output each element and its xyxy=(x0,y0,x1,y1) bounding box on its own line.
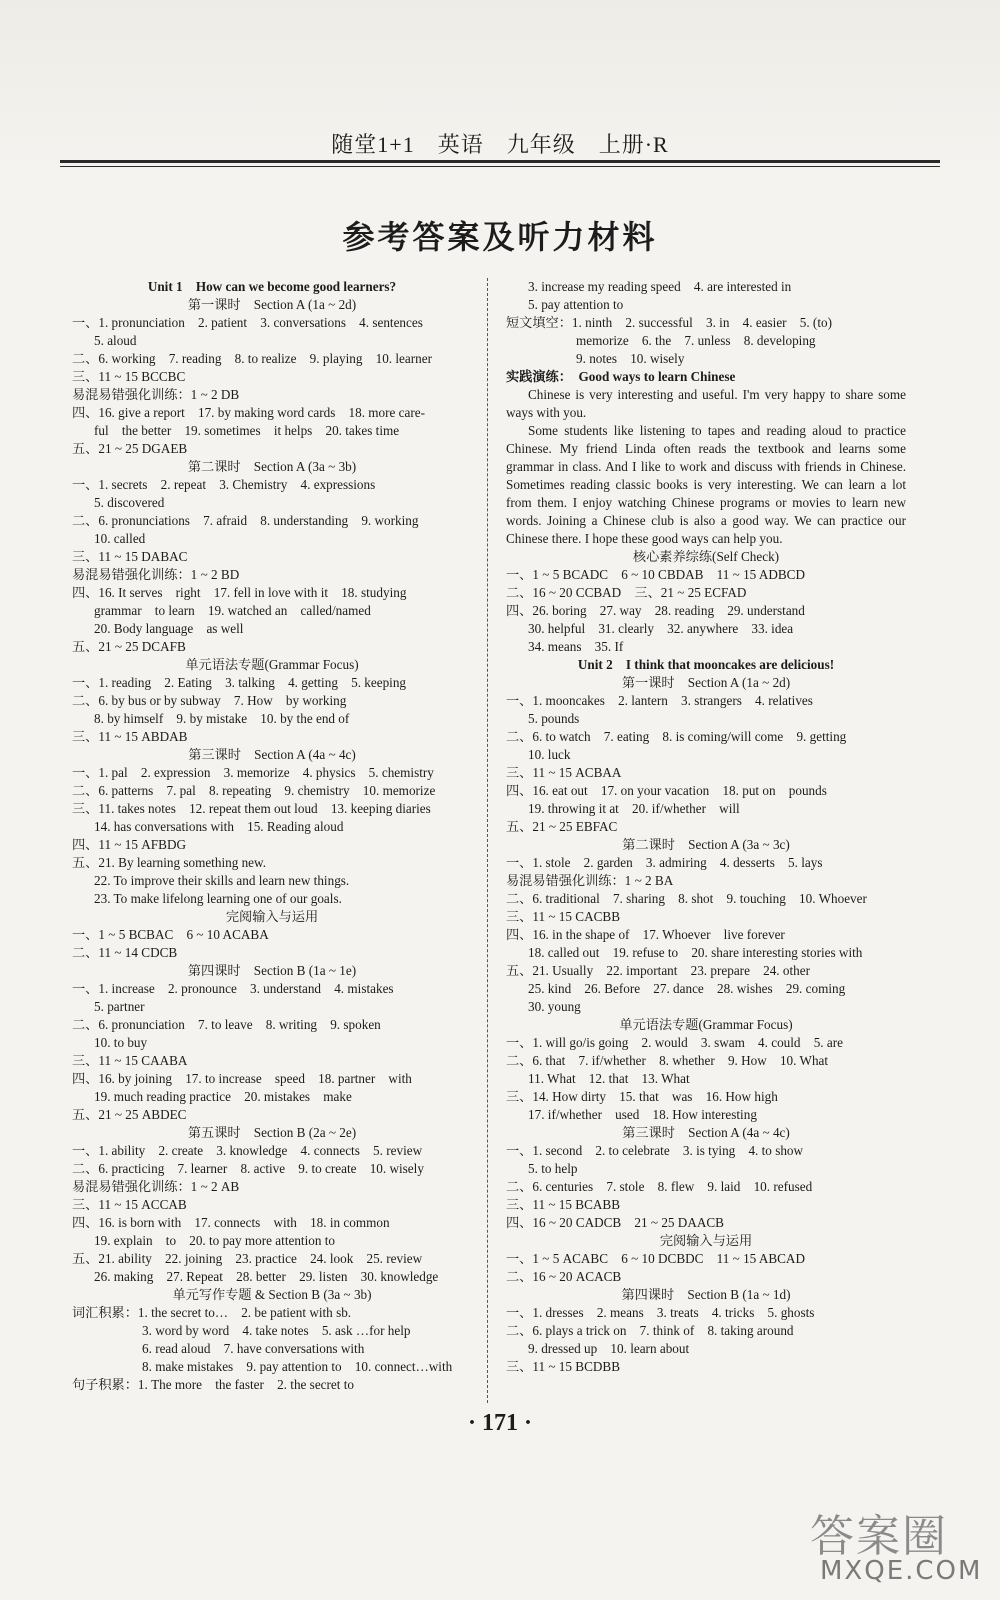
answer-line: 5. discovered xyxy=(94,495,165,510)
answer-line: 五、21. ability 22. joining 23. practice 24. look 25. review xyxy=(72,1251,423,1266)
answer-line: 二、6. practicing 7. learner 8. active 9. to create 10. wisely xyxy=(72,1161,424,1176)
answer-line: 30. young xyxy=(528,999,581,1014)
answer-line: ful the better 19. sometimes it helps 20. takes time xyxy=(94,423,400,438)
lesson-heading: 完阅输入与运用 xyxy=(225,909,319,924)
lesson-heading: 单元语法专题(Grammar Focus) xyxy=(185,657,359,672)
book-title: 随堂1+1 英语 九年级 上册·R xyxy=(331,132,669,157)
answer-line: 二、6. pronunciation 7. to leave 8. writing 9. spoken xyxy=(72,1017,381,1032)
answer-line: 三、11 ~ 15 CACBB xyxy=(506,909,620,924)
lesson-heading: 第二课时 Section A (3a ~ 3c) xyxy=(622,837,790,852)
answer-line: 10. called xyxy=(94,531,146,546)
answer-line: 三、11 ~ 15 ABDAB xyxy=(72,729,188,744)
answer-line: 二、6. centuries 7. stole 8. flew 9. laid 10. refused xyxy=(506,1179,813,1194)
essay-heading: 实践演练： Good ways to learn Chinese xyxy=(506,369,736,384)
answer-line: 5. pay attention to xyxy=(528,297,624,312)
answer-line: 26. making 27. Repeat 28. better 29. listen 30. knowledge xyxy=(94,1269,439,1284)
answer-line: 三、11 ~ 15 ACBAA xyxy=(506,765,622,780)
lesson-heading: 完阅输入与运用 xyxy=(659,1233,753,1248)
answer-line: 9. dressed up 10. learn about xyxy=(528,1341,690,1356)
answer-line: 四、16 ~ 20 CADCB 21 ~ 25 DAACB xyxy=(506,1215,724,1230)
model-essay xyxy=(506,386,906,548)
answer-line: 一、1 ~ 5 ACABC 6 ~ 10 DCBDC 11 ~ 15 ABCAD xyxy=(506,1251,805,1266)
answer-line: 五、21 ~ 25 DGAEB xyxy=(72,441,188,456)
answer-line: 22. To improve their skills and learn new things. xyxy=(94,873,350,888)
answer-line: 三、14. How dirty 15. that was 16. How high xyxy=(506,1089,778,1104)
answer-line: 一、1. second 2. to celebrate 3. is tying 4. to show xyxy=(506,1143,804,1158)
lesson-heading: 第一课时 Section A (1a ~ 2d) xyxy=(187,297,357,312)
answer-line: 二、11 ~ 14 CDCB xyxy=(72,945,178,960)
lesson-heading: 第三课时 Section A (4a ~ 4c) xyxy=(622,1125,790,1140)
lesson-heading: 单元写作专题 & Section B (3a ~ 3b) xyxy=(172,1287,372,1302)
lesson-heading: 第五课时 Section B (2a ~ 2e) xyxy=(187,1125,357,1140)
unit-heading: Unit 2 I think that mooncakes are delicious! xyxy=(577,657,835,672)
answer-line: 三、11 ~ 15 ACCAB xyxy=(72,1197,187,1212)
answer-line: 四、16. by joining 17. to increase speed 18. partner with xyxy=(72,1071,412,1086)
answer-line: 5. partner xyxy=(94,999,145,1014)
page-header xyxy=(0,0,1000,175)
right-column xyxy=(506,278,906,1376)
answer-line: 四、16. It serves right 17. fell in love with it 18. studying xyxy=(72,585,407,600)
lesson-heading: 第三课时 Section A (4a ~ 4c) xyxy=(188,747,356,762)
answer-line: 三、11 ~ 15 CAABA xyxy=(72,1053,188,1068)
answer-line: 一、1. ability 2. create 3. knowledge 4. connects 5. review xyxy=(72,1143,423,1158)
answer-line: 易混易错强化训练：1 ~ 2 AB xyxy=(72,1179,240,1194)
answer-line: 三、11 ~ 15 BCDBB xyxy=(506,1359,620,1374)
answer-line: 五、21 ~ 25 ABDEC xyxy=(72,1107,187,1122)
unit-heading: Unit 1 How can we become good learners? xyxy=(147,279,397,294)
essay-paragraph: Chinese is very interesting and useful. I'm very happy to share some ways with you. xyxy=(506,387,906,420)
answer-line: memorize 6. the 7. unless 8. developing xyxy=(576,333,816,348)
answer-line: 9. notes 10. wisely xyxy=(576,351,685,366)
answer-line: 5. pounds xyxy=(528,711,580,726)
answer-line: 词汇积累：1. the secret to… 2. be patient with sb. xyxy=(72,1305,352,1320)
header-rule xyxy=(60,160,940,163)
answer-line: 二、6. to watch 7. eating 8. is coming/will come 9. getting xyxy=(506,729,847,744)
answer-line: 10. luck xyxy=(528,747,571,762)
answer-line: 19. much reading practice 20. mistakes make xyxy=(94,1089,352,1104)
answer-line: 3. word by word 4. take notes 5. ask …for help xyxy=(142,1323,411,1338)
answer-line: 易混易错强化训练：1 ~ 2 BA xyxy=(506,873,674,888)
header-rule-thin xyxy=(60,166,940,167)
answer-line: 二、6. traditional 7. sharing 8. shot 9. touching 10. Whoever xyxy=(506,891,867,906)
answer-line: 19. throwing it at 20. if/whether will xyxy=(528,801,740,816)
answer-line: 二、16 ~ 20 ACACB xyxy=(506,1269,622,1284)
answer-line: 二、6. patterns 7. pal 8. repeating 9. chemistry 10. memorize xyxy=(72,783,436,798)
answer-line: 6. read aloud 7. have conversations with xyxy=(142,1341,365,1356)
lesson-heading: 第四课时 Section B (1a ~ 1e) xyxy=(187,963,357,978)
answer-line: 三、11 ~ 15 BCCBC xyxy=(72,369,186,384)
watermark-logo xyxy=(810,1500,990,1590)
answer-line: 一、1. increase 2. pronounce 3. understand 4. mistakes xyxy=(72,981,394,996)
answer-line: 一、1. stole 2. garden 3. admiring 4. desserts 5. lays xyxy=(506,855,823,870)
answer-line: 25. kind 26. Before 27. dance 28. wishes 29. coming xyxy=(528,981,846,996)
answer-line: 5. to help xyxy=(528,1161,578,1176)
answer-line: 一、1. pal 2. expression 3. memorize 4. physics 5. chemistry xyxy=(72,765,434,780)
essay-paragraph: Some students like listening to tapes and reading aloud to practice Chinese. My friend Linda often reads the textbook and learns some grammar in class. And I like to work and discuss with friends in Chinese. Sometimes reading classic books is very interesting. We can learn a lot from them. I enjoy watching Chinese programs or movies to learn new words. Joining a Chinese club is also a good way. We can practice our Chinese there. I hope these good ways can help you. xyxy=(506,423,906,546)
answer-line: 一、1. will go/is going 2. would 3. swam 4. could 5. are xyxy=(506,1035,843,1050)
answer-line: 二、6. pronunciations 7. afraid 8. understanding 9. working xyxy=(72,513,419,528)
lesson-heading: 第二课时 Section A (3a ~ 3b) xyxy=(187,459,357,474)
answer-line: 五、21 ~ 25 DCAFB xyxy=(72,639,186,654)
answer-line: 3. increase my reading speed 4. are interested in xyxy=(528,279,792,294)
lesson-heading: 第一课时 Section A (1a ~ 2d) xyxy=(621,675,791,690)
answer-line: 三、11 ~ 15 DABAC xyxy=(72,549,188,564)
answer-line: grammar to learn 19. watched an called/named xyxy=(94,603,371,618)
answer-line: 一、1 ~ 5 BCBAC 6 ~ 10 ACABA xyxy=(72,927,269,942)
page-number: · 171 · xyxy=(467,1410,532,1436)
answer-line: 14. has conversations with 15. Reading aloud xyxy=(94,819,344,834)
answer-line: 一、1. mooncakes 2. lantern 3. strangers 4. relatives xyxy=(506,693,813,708)
answer-line: 11. What 12. that 13. What xyxy=(528,1071,690,1086)
answer-line: 句子积累：1. The more the faster 2. the secret to xyxy=(72,1377,354,1392)
answer-line: 一、1. reading 2. Eating 3. talking 4. getting 5. keeping xyxy=(72,675,407,690)
answer-line: 四、11 ~ 15 AFBDG xyxy=(72,837,186,852)
answer-line: 一、1. secrets 2. repeat 3. Chemistry 4. expressions xyxy=(72,477,376,492)
answer-key-title: 参考答案及听力材料 xyxy=(342,218,658,256)
answer-line: 一、1. dresses 2. means 3. treats 4. tricks 5. ghosts xyxy=(506,1305,815,1320)
answer-line: 二、6. by bus or by subway 7. How by working xyxy=(72,693,347,708)
answer-line: 四、16. eat out 17. on your vacation 18. put on pounds xyxy=(506,783,827,798)
answer-line: 三、11 ~ 15 BCABB xyxy=(506,1197,620,1212)
answer-line: 10. to buy xyxy=(94,1035,148,1050)
answer-line: 四、16. give a report 17. by making word cards 18. more care- xyxy=(72,405,426,420)
answer-line: 一、1 ~ 5 BCADC 6 ~ 10 CBDAB 11 ~ 15 ADBCD xyxy=(506,567,805,582)
answer-line: 34. means 35. If xyxy=(528,639,624,654)
answer-line: 二、16 ~ 20 CCBAD 三、21 ~ 25 ECFAD xyxy=(506,585,747,600)
answer-line: 19. explain to 20. to pay more attention to xyxy=(94,1233,335,1248)
answer-line: 二、6. plays a trick on 7. think of 8. taking around xyxy=(506,1323,794,1338)
answer-line: 五、21 ~ 25 EBFAC xyxy=(506,819,618,834)
answer-line: 23. To make lifelong learning one of our goals. xyxy=(94,891,342,906)
answer-line: 三、11. takes notes 12. repeat them out loud 13. keeping diaries xyxy=(72,801,431,816)
answer-line: 二、6. that 7. if/whether 8. whether 9. How 10. What xyxy=(506,1053,829,1068)
answer-line: 四、16. is born with 17. connects with 18. in common xyxy=(72,1215,390,1230)
answer-line: 五、21. By learning something new. xyxy=(72,855,266,870)
answer-line: 易混易错强化训练：1 ~ 2 DB xyxy=(72,387,240,402)
answer-line: 易混易错强化训练：1 ~ 2 BD xyxy=(72,567,240,582)
answer-line: 17. if/whether used 18. How interesting xyxy=(528,1107,757,1122)
answer-line: 5. aloud xyxy=(94,333,137,348)
lesson-heading: 单元语法专题(Grammar Focus) xyxy=(619,1017,793,1032)
answer-line: 五、21. Usually 22. important 23. prepare 24. other xyxy=(506,963,810,978)
answer-line: 四、16. in the shape of 17. Whoever live forever xyxy=(506,927,785,942)
answer-line: 30. helpful 31. clearly 32. anywhere 33. idea xyxy=(528,621,794,636)
left-column xyxy=(72,278,472,1394)
answer-line: 8. by himself 9. by mistake 10. by the end of xyxy=(94,711,350,726)
answer-line: 18. called out 19. refuse to 20. share interesting stories with xyxy=(528,945,863,960)
watermark-site: MXQE.COM xyxy=(820,1556,983,1586)
answer-line: 短文填空：1. ninth 2. successful 3. in 4. easier 5. (to) xyxy=(506,315,832,330)
column-divider xyxy=(487,278,488,1403)
answer-line: 一、1. pronunciation 2. patient 3. conversations 4. sentences xyxy=(72,315,423,330)
watermark-icon: 答案圈 xyxy=(810,1511,948,1562)
answer-line: 四、26. boring 27. way 28. reading 29. understand xyxy=(506,603,805,618)
answer-line: 二、6. working 7. reading 8. to realize 9. playing 10. learner xyxy=(72,351,432,366)
answer-line: 8. make mistakes 9. pay attention to 10. connect…with xyxy=(142,1359,453,1374)
lesson-heading: 核心素养综练(Self Check) xyxy=(632,549,780,564)
lesson-heading: 第四课时 Section B (1a ~ 1d) xyxy=(621,1287,791,1302)
answer-line: 20. Body language as well xyxy=(94,621,244,636)
